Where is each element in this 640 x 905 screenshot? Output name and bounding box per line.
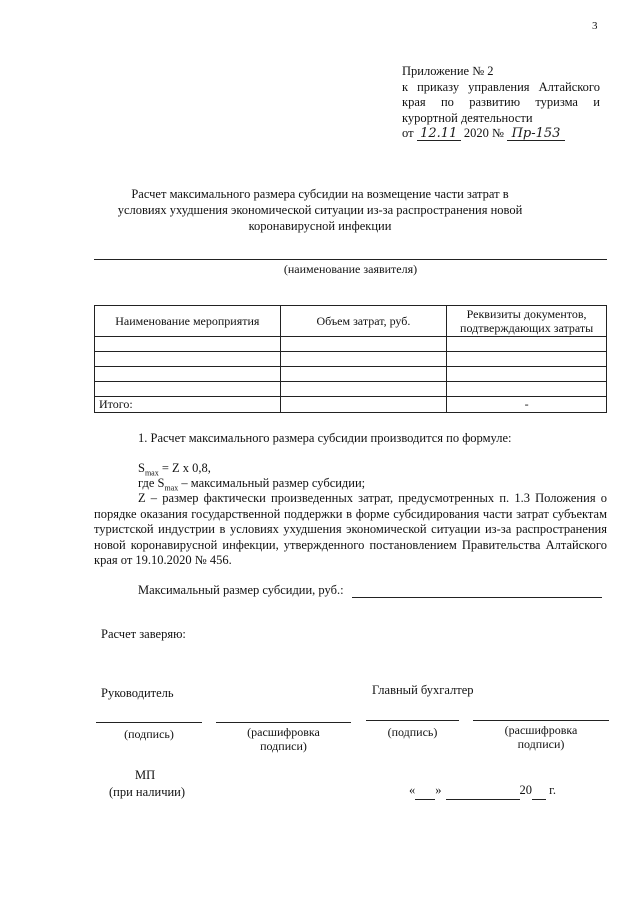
table-total-row — [95, 397, 607, 413]
appendix-title: Приложение № 2 — [402, 64, 494, 78]
seal-note: (при наличии) — [109, 785, 186, 799]
date-open-quote: « — [409, 783, 416, 797]
year-suffix: г. — [546, 783, 556, 797]
formula-s-subscript: max — [144, 468, 159, 478]
header-activity: Наименование мероприятия — [95, 306, 281, 337]
accountant-signature-line — [366, 720, 459, 721]
day-blank — [415, 783, 435, 800]
where-rest: – максимальный размер субсидии; — [178, 476, 366, 490]
total-cost — [280, 397, 447, 413]
table-row — [95, 382, 607, 397]
appendix-order-line-1: к приказу управления Алтайского — [402, 79, 600, 94]
where-subscript: max — [164, 483, 179, 493]
order-year: 2020 № — [463, 126, 504, 140]
table-cell — [280, 337, 447, 352]
table-cell — [447, 367, 607, 382]
seal-label: МП — [135, 768, 156, 782]
appendix-block — [402, 64, 600, 142]
year-blank — [532, 783, 546, 800]
formula-s: S — [138, 461, 145, 475]
table-cell — [447, 352, 607, 367]
accountant-label: Главный бухгалтер — [372, 683, 474, 697]
applicant-caption: (наименование заявителя) — [283, 262, 418, 276]
table-row — [95, 367, 607, 382]
costs-table — [94, 305, 607, 413]
decoding-caption-line1: (расшифровка — [247, 725, 320, 739]
table-cell — [95, 352, 281, 367]
total-documents: - — [447, 397, 607, 413]
appendix-order-line-3: курортной деятельности — [402, 110, 533, 125]
applicant-name-line — [94, 259, 607, 260]
table-cell — [280, 382, 447, 397]
table-cell — [95, 337, 281, 352]
table-cell — [280, 352, 447, 367]
accountant-signature-caption: (подпись) — [387, 725, 438, 739]
appendix-order-line-2: края по развитию туризма и — [402, 95, 600, 109]
table-row — [95, 337, 607, 352]
head-decoding-caption — [216, 725, 351, 753]
accountant-decoding-line — [473, 720, 609, 721]
date-close-quote: » — [435, 783, 442, 797]
header-cost: Объем затрат, руб. — [280, 306, 447, 337]
head-signature-line — [96, 722, 202, 723]
table-cell — [280, 367, 447, 382]
where-prefix: где S — [138, 476, 165, 490]
decoding-caption-line1: (расшифровка — [504, 723, 578, 737]
head-label: Руководитель — [101, 686, 174, 700]
formula-intro: 1. Расчет максимального размера субсидии производится по формуле: — [138, 431, 512, 445]
date-line — [409, 783, 556, 800]
year-prefix: 20 — [519, 783, 532, 797]
table-cell — [447, 382, 607, 397]
head-signature-caption: (подпись) — [124, 727, 174, 741]
table-cell — [95, 367, 281, 382]
page-number: 3 — [592, 20, 598, 32]
certify-label: Расчет заверяю: — [101, 627, 186, 641]
max-subsidy-line — [352, 597, 602, 598]
order-date-line — [402, 126, 600, 142]
table-row — [95, 352, 607, 367]
decoding-caption-line2: подписи) — [517, 737, 565, 751]
decoding-caption-line2: подписи) — [260, 739, 307, 753]
accountant-decoding-caption — [473, 723, 609, 751]
table-cell — [447, 337, 607, 352]
table-header-row — [95, 306, 607, 337]
header-documents: Реквизиты документов, подтверждающих затраты — [447, 306, 607, 337]
handwritten-number: Пр-153 — [507, 127, 565, 141]
z-description: Z – размер фактически произведенных затрат, предусмотренных п. 1.3 Положения о порядке оказания государственной поддержки в форме субсидирования части затрат субъектам туристской индустрии в условиях ухудшения экономической ситуации из-за распространения новой коронавирусной инфекции, утвержденного постановлением Правительства Алтайского края от 19.10.2020 № 456. — [94, 491, 607, 567]
max-subsidy-label: Максимальный размер субсидии, руб.: — [138, 583, 344, 597]
month-blank — [446, 783, 520, 800]
document-title: Расчет максимального размера субсидии на возмещение части затрат в условиях ухудшения экономической ситуации из-за распространения новой коронавирусной инфекции — [117, 187, 523, 233]
total-label: Итого: — [95, 397, 281, 413]
handwritten-date: 12.11 — [417, 127, 461, 141]
formula-rhs: = Z x 0,8, — [158, 461, 211, 475]
head-decoding-line — [216, 722, 351, 723]
date-prefix: от — [402, 126, 414, 140]
table-cell — [95, 382, 281, 397]
